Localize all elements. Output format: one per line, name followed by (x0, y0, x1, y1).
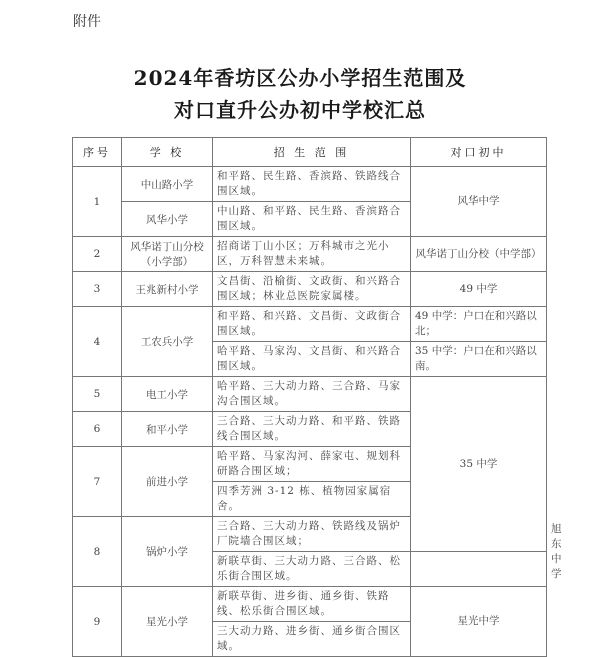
school-name: 前进小学 (122, 447, 213, 517)
school-name: 风华诺丁山分校（小学部） (122, 237, 213, 272)
enrollment-range: 四季芳洲 3-12 栋、植物园家属宿舍。 (213, 482, 411, 517)
row-number: 9 (73, 587, 122, 657)
row-number: 2 (73, 237, 122, 272)
row-number: 5 (73, 377, 122, 412)
enrollment-range: 哈平路、三大动力路、三合路、马家沟合围区域。 (213, 377, 411, 412)
middle-school: 35 中学 (411, 377, 547, 552)
enrollment-range: 招商诺丁山小区；万科城市之光小区，万科智慧未来城。 (213, 237, 411, 272)
table-row (73, 377, 547, 412)
table-row (73, 587, 547, 622)
row-number: 1 (73, 167, 122, 237)
school-name: 锅炉小学 (122, 517, 213, 587)
school-name: 王兆新村小学 (122, 272, 213, 307)
row-number: 3 (73, 272, 122, 307)
table-row: 8 锅炉小学 三合路、三大动力路、铁路线及锅炉厂院墙合围区域； 旭东中学 (73, 517, 547, 552)
header-range: 招 生 范 围 (213, 138, 411, 167)
school-name: 工农兵小学 (122, 307, 213, 377)
attachment-label: 附件 (73, 14, 101, 30)
enrollment-range: 和平路、和兴路、文昌街、文政街合围区域。 (213, 307, 411, 342)
table-row (73, 167, 547, 202)
table-row (73, 272, 547, 307)
row-number: 6 (73, 412, 122, 447)
middle-school: 风华诺丁山分校（中学部） (411, 237, 547, 272)
enrollment-table (72, 137, 562, 657)
enrollment-range: 哈平路、马家沟、文昌街、和兴路合围区域。 (213, 342, 411, 377)
middle-school: 49 中学 (411, 272, 547, 307)
enrollment-range: 三合路、三大动力路、和平路、铁路线合围区域。 (213, 412, 411, 447)
header-school: 学 校 (122, 138, 213, 167)
header-no: 序号 (73, 138, 122, 167)
middle-school: 风华中学 (411, 167, 547, 237)
document-title-line-1: 2024年香坊区公办小学招生范围及 (133, 66, 467, 90)
school-name: 和平小学 (122, 412, 213, 447)
enrollment-range: 三合路、三大动力路、铁路线及锅炉厂院墙合围区域； (213, 517, 411, 552)
school-name: 电工小学 (122, 377, 213, 412)
enrollment-range: 和平路、民生路、香滨路、铁路线合围区域。 (213, 167, 411, 202)
enrollment-range: 三大动力路、进乡街、通乡街合围区域。 (213, 622, 411, 657)
enrollment-range: 哈平路、马家沟河、薛家屯、规划科研路合围区域； (213, 447, 411, 482)
middle-school: 星光中学 (411, 587, 547, 657)
school-name: 星光小学 (122, 587, 213, 657)
document-title-line-2: 对口直升公办初中学校汇总 (174, 98, 426, 122)
header-middle-school: 对口初中 (411, 138, 547, 167)
table-row (73, 307, 547, 342)
enrollment-range: 新联草街、三大动力路、三合路、松乐街合围区域。 (213, 552, 411, 587)
enrollment-range: 新联草街、进乡街、通乡街、铁路线、松乐街合围区域。 (213, 587, 411, 622)
middle-school: 35 中学：户口在和兴路以南。 (411, 342, 547, 377)
table-row (73, 237, 547, 272)
row-number: 4 (73, 307, 122, 377)
school-name: 中山路小学 (122, 167, 213, 202)
school-name: 风华小学 (122, 202, 213, 237)
table-header-row (73, 138, 547, 167)
row-number: 8 (73, 517, 122, 587)
enrollment-range: 文昌街、沿榆街、文政街、和兴路合围区域；林业总医院家属楼。 (213, 272, 411, 307)
row-number: 7 (73, 447, 122, 517)
enrollment-range: 中山路、和平路、民生路、香滨路合围区域。 (213, 202, 411, 237)
middle-school: 49 中学：户口在和兴路以北； (411, 307, 547, 342)
